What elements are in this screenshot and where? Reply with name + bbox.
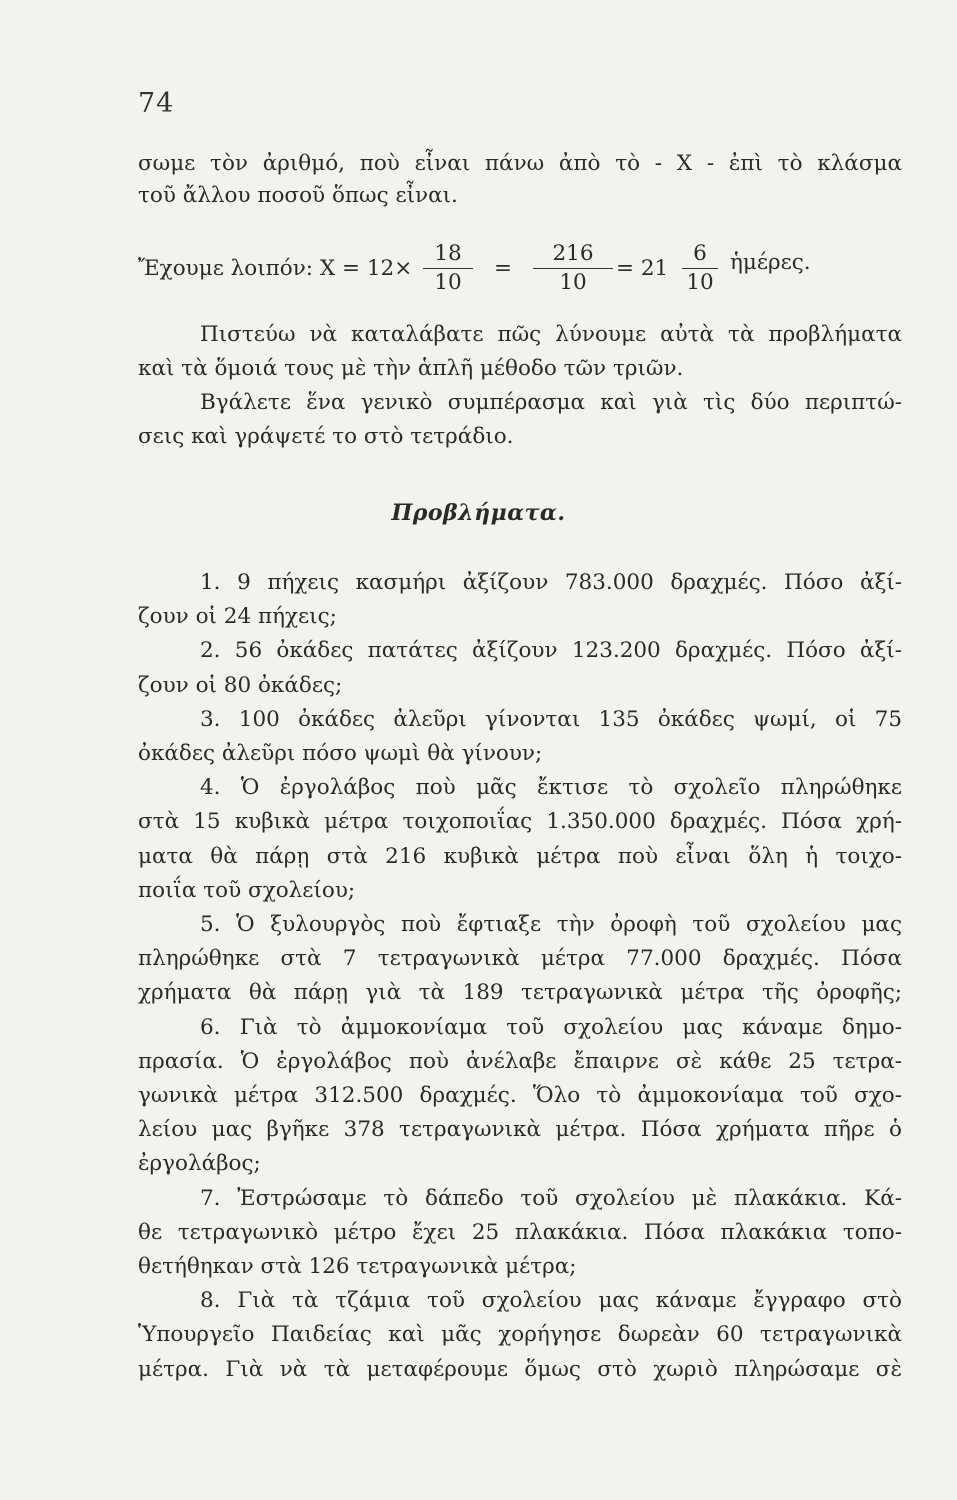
fraction-216-10 [533, 242, 613, 295]
problem-line: 3. 100 ὀκάδες ἀλεῦρι γίνονται 135 ὀκάδες ψωμί, οἱ 75 [200, 706, 902, 732]
fraction-numerator: 18 [434, 241, 462, 266]
formula-prefix: Ἔχουμε λοιπόν: Χ = 12× [138, 256, 413, 281]
text-line: Πιστεύω νὰ καταλάβατε πῶς λύνουμε αὐτὰ τὰ προβλήματα [200, 322, 902, 347]
problem-line: ποιΐα τοῦ σχολείου; [138, 877, 356, 903]
formula-equals: = [494, 256, 513, 281]
problem-line: ζουν οἱ 24 πήχεις; [138, 604, 337, 630]
problem-line: στὰ 15 κυβικὰ μέτρα τοιχοποιΐας 1.350.000 δραχμές. Πόσα χρή- [138, 809, 902, 835]
formula-unit: ἡμέρες. [730, 250, 811, 275]
fraction-6-10 [682, 242, 718, 295]
problem-line: Ὑπουργεῖο Παιδείας καὶ μᾶς χορήγησε δωρεὰν 60 τετραγωνικὰ [138, 1322, 902, 1348]
problem-line: θε τετραγωνικὸ μέτρο ἔχει 25 πλακάκια. Πόσα πλακάκια τοπο- [138, 1219, 902, 1245]
problem-line: πληρώθηκε στὰ 7 τετραγωνικὰ μέτρα 77.000 δραχμές. Πόσα [138, 946, 902, 972]
problem-line: λείου μας βγῆκε 378 τετραγωνικὰ μέτρα. Πόσα χρήματα πῆρε ὁ [138, 1117, 902, 1143]
problem-line: 8. Γιὰ τὰ τζάμια τοῦ σχολείου μας κάναμε ἔγγραφο στὸ [200, 1288, 902, 1314]
text-line: σεις καὶ γράψετέ το στὸ τετράδιο. [138, 424, 514, 449]
fraction-numerator: 216 [552, 241, 594, 266]
problem-list [138, 566, 902, 1387]
fraction-denominator: 10 [434, 270, 462, 295]
fraction-numerator: 6 [693, 241, 707, 266]
problem-line: ὀκάδες ἀλεῦρι πόσο ψωμὶ θὰ γίνουν; [138, 741, 543, 767]
problem-line: 5. Ὁ ξυλουργὸς ποὺ ἔφτιαξε τὴν ὀροφὴ τοῦ σχολείου μας [200, 912, 902, 938]
problem-line: ζουν οἱ 80 ὀκάδες; [138, 672, 343, 698]
fraction-denominator: 10 [686, 270, 714, 295]
fraction-bar [533, 268, 613, 269]
page-number: 74 [138, 88, 175, 119]
problem-line: 6. Γιὰ τὸ ἀμμοκονίαμα τοῦ σχολείου μας κάναμε δημο- [200, 1014, 902, 1040]
problem-line: μέτρα. Γιὰ νὰ τὰ μεταφέρουμε ὅμως στὸ χωριὸ πληρώσαμε σὲ [138, 1356, 902, 1382]
formula-result: = 21 [616, 256, 669, 281]
text-line: σωμε τὸν ἀριθμό, ποὺ εἶναι πάνω ἀπὸ τὸ - Χ - ἐπὶ τὸ κλάσμα [138, 151, 902, 176]
text-line: τοῦ ἄλλου ποσοῦ ὅπως εἶναι. [138, 183, 458, 208]
intro-text [138, 148, 902, 212]
problem-line: ἐργολάβος; [138, 1151, 261, 1177]
text-line: καὶ τὰ ὅμοιά τους μὲ τὴν ἁπλῆ μέθοδο τῶν τριῶν. [138, 356, 684, 381]
problem-line: ματα θὰ πάρῃ στὰ 216 κυβικὰ μέτρα ποὺ εἶναι ὅλη ἡ τοιχο- [138, 843, 902, 869]
fraction-bar [423, 268, 473, 269]
fraction-18-10 [423, 242, 473, 295]
problem-line: πρασία. Ὁ ἐργολάβος ποὺ ἀνέλαβε ἔπαιρνε σὲ κάθε 25 τετρα- [138, 1048, 902, 1074]
paragraph-text [138, 318, 902, 454]
problem-line: θετήθηκαν στὰ 126 τετραγωνικὰ μέτρα; [138, 1254, 577, 1280]
problem-line: γωνικὰ μέτρα 312.500 δραχμές. Ὅλο τὸ ἀμμοκονίαμα τοῦ σχο- [138, 1083, 902, 1109]
problem-line: 2. 56 ὀκάδες πατάτες ἀξίζουν 123.200 δραχμές. Πόσο ἀξί- [200, 638, 902, 664]
problem-line: 7. Ἐστρώσαμε τὸ δάπεδο τοῦ σχολείου μὲ πλακάκια. Κά- [200, 1185, 902, 1211]
problem-line: χρήματα θὰ πάρῃ γιὰ τὰ 189 τετραγωνικὰ μέτρα τῆς ὀροφῆς; [138, 980, 902, 1006]
text-line: Βγάλετε ἕνα γενικὸ συμπέρασμα καὶ γιὰ τὶς δύο περιπτώ- [200, 390, 902, 415]
formula [138, 238, 902, 298]
problem-line: 1. 9 πήχεις κασμήρι ἀξίζουν 783.000 δραχμές. Πόσο ἀξί- [200, 570, 902, 595]
section-heading: Προβλήματα. [391, 500, 566, 526]
fraction-bar [682, 268, 718, 269]
fraction-denominator: 10 [559, 270, 587, 295]
problem-line: 4. Ὁ ἐργολάβος ποὺ μᾶς ἔκτισε τὸ σχολεῖο πληρώθηκε [200, 775, 902, 801]
